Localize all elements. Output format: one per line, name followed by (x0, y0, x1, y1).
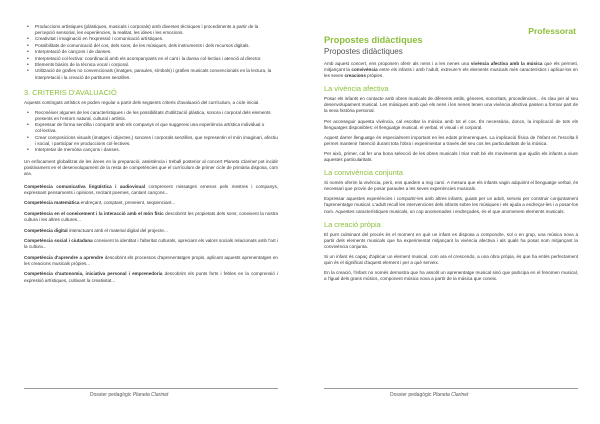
text-run: Planeta Clarinet (223, 159, 257, 165)
list-item: • Creativitat i imaginació en l'expressió i comunicació artístiques. (24, 36, 278, 42)
competency-item (24, 255, 278, 267)
footer-divider (24, 388, 278, 389)
list-item: • Produccions artístiques (plàstiques, musicals i corporals) amb diverses tècniques i procediments a partir de la percepció sensorial, les experiències, la realitat, les idees i les emocions. (24, 24, 278, 36)
right-page (300, 0, 600, 424)
list-item: • Utilització de grafies no convencionals (imatges, paraules, símbols) i grafies musicals convencionals en la lectura, la interpretació i la creació de partitures senzilles. (24, 68, 278, 80)
criteria-heading: 3. CRITERIS D'AVALUACIÓ (24, 87, 117, 97)
competency-text: descobrint els processos d'aprenentatges propis, aplicant aquests aprenentatges en les creacions musicals pròpies... (24, 254, 278, 266)
section-paragraph: Si només oferim la vivència, però, ens quedem a mig camí. A mesura que els infants vagin adquirint el llenguatge verbal, és necessari que provin de posar paraules a les seves experiències musicals. (324, 180, 578, 192)
list-item: • Interpretació de cançons i de danses. (24, 49, 278, 55)
contents-bullet-list (24, 24, 278, 81)
competency-item (24, 271, 278, 283)
section-paragraph: En la creació, l'infant no només demostra que ha assolit un aprenentatge musical sinó que participa en el fenomen musical, a l'igual dels grans músics, component música nova a partir de la música que coneix. (324, 270, 578, 282)
competency-name: Competència digital (24, 227, 68, 233)
intro-paragraph (324, 61, 578, 79)
enfocament-paragraph (24, 159, 278, 177)
section-paragraph: Si un infant és capaç d'aplicar un element musical, com ara el crescendo, a una obra pròpia, és que ha entès perfectament quin és el significat d'aquest element i per a què serveix. (324, 253, 578, 265)
competency-name: Competència d'autonomia, iniciativa personal i emprenedoria (24, 271, 163, 277)
list-item: • Interpretar de memòria cançons i danses. (24, 147, 278, 153)
footer-prefix: Dossier pedagògic (90, 392, 133, 398)
page-subtitle: Propostes didàctiques (324, 47, 403, 56)
competency-item (24, 228, 278, 234)
text-run: pròpies. (365, 73, 384, 79)
footer-left (90, 392, 168, 398)
section-paragraph: El punt culminant del procés és el moment en què un infant es disposa a compondre, sol o en grup, una música nova a partir dels elements musicals que ha experimentat mitjançant la vivència afectiva i als quals ha posat nom mitjançant la convivència conjunta. (324, 231, 578, 249)
competency-text: endreçant, comptant, preveient, seqüenciant... (79, 200, 176, 206)
text-run: vivència afectiva amb la música (470, 61, 543, 66)
footer-title: Planeta Clarinet (432, 392, 469, 398)
left-column (24, 24, 278, 288)
text-run: entre els infants i amb l'adult, extreure'n els elements musicals més característics i aplicar-los en les seves (324, 67, 578, 79)
list-item: • Possibilitats de comunicació del cos, dels sons, de les músiques, dels instruments i dels recursos digitals. (24, 43, 278, 49)
competencies-list (24, 184, 278, 284)
competency-name: Competència comunicativa lingüística i audiovisual (24, 183, 146, 189)
competency-item (24, 238, 278, 250)
text-run: creacions (344, 73, 366, 79)
text-run: que els permeti, mitjançant la (324, 61, 578, 73)
competency-text: coneixent la identitat i l'alteritat culturals, apreciant els valors socials relacionats amb l'art i la cultura... (24, 238, 278, 250)
competency-text: comprenent missatges emesos pels mestres i companys, expressant pensaments i opinions, recitant poemes, cantant cançons... (24, 183, 279, 195)
footer-prefix: Dossier pedagògic (390, 392, 433, 398)
section-paragraph: Per aconseguir aquesta vivència, cal escoltar la música amb tot el cos. És necessària, doncs, la implicació de tots els llenguatges disponibles: el llenguatge musical, el verbal, el visual i el corporal. (324, 118, 578, 130)
sections-container (324, 84, 578, 282)
page-title: Propostes didàctiques (324, 35, 423, 45)
list-item: • Crear composicions visuals (imatges i objectes,) sonores i corporals senzilles, que representin el món imaginari, afectiu i social, i participar en produccions col·lectives. (24, 135, 278, 147)
competency-name: Competència matemàtica (24, 200, 80, 206)
section-heading: La vivència afectiva (324, 84, 389, 94)
text-run: Un enfocament globalitzat de les àrees en la preparació, assistència i treball posterior al concert (24, 159, 224, 165)
competency-name: Competència d'aprendre a aprendre (24, 254, 104, 260)
competency-text: interactuant amb el material digital del projecte... (67, 227, 168, 233)
section-header: Professorat (528, 26, 576, 36)
competency-item (24, 211, 278, 223)
footer-title: Planeta Clarinet (132, 392, 169, 398)
section-paragraph: Posar els infants en contacte amb obres musicals de diferents estils, gèneres, sonoritats, procedències... és clau per al seu desenvolupament musical. Les músiques amb què els nens i les nenes tenen una vivència afectiva passen a formar part de la seva història personal. (324, 96, 578, 114)
list-item: • Reconèixer algunes de les característiques i de les possibilitats d'utilització plàstica, sonora i corporal dels elements presents en l'entorn natural, cultural i artístic. (24, 110, 278, 122)
section-heading: La creació pròpia (324, 219, 381, 229)
competency-name: Competència en el coneixement i la interacció amb el món físic (24, 210, 164, 216)
footer-divider (324, 388, 578, 389)
criteria-bullet-list (24, 110, 278, 154)
criteria-intro: Aquests continguts artístics es poden regular a partir dels següents criteris d'avaluació del currículum, a cicle inicial. (24, 99, 260, 105)
section-paragraph: Per això, primer, cal fer una bona selecció de les obres musicals i triar molt bé els moviments que ajudin els infants a viure aquestes particularitats. (324, 150, 578, 163)
section-paragraph: Expressar aquestes experiències i compartir-les amb altres infants, guiats per un adult, serveix per construir conjuntament l'aprenentatge musical. L'adult recull les intervencions dels infants sobre les músiques i els ajuda a endreçar-les i a posar-los nom. Aquestes característiques musicals, un cop anomenades i endreçades, és el que anomenem elements musicals. (324, 196, 578, 214)
right-column (324, 24, 578, 286)
list-item: • Expressar de forma senzilla i compartir amb els companys el que suggereix una experiència artística individual o col·lectiva. (24, 122, 278, 134)
competency-item (24, 184, 278, 196)
section-heading: La convivència conjunta (324, 168, 403, 178)
text-run: convivència (351, 67, 378, 73)
section-paragraph: Aquest darrer llenguatge és especialment important en les edats primerenques. La implicació física de l'infant en l'escolta li permet mantenir l'atenció durant tota l'obra i experimentar a través del seu cos les particularitats de la música. (324, 134, 578, 146)
list-item: • Elements bàsics de la tècnica vocal i corporal. (24, 62, 278, 68)
competency-name: Competència social i ciutadana (24, 238, 93, 244)
competency-text: descobrint les propietats dels sons; coneixent la nostra cultura i les altres cultures... (24, 210, 278, 222)
text-run: Amb aquest concert, ens proposem oferir als nens i a les nenes una (324, 61, 471, 66)
list-item: • Interpretació col·lectiva: coordinació amb els acompanyants en el cant i la dansa col·lectius i atenció al director. (24, 56, 278, 62)
text-run: pot incidir positivament en el desenvolupament de la resta de competències que el currículum de primer cicle de primària disposa, com ara. (24, 159, 279, 177)
footer-right (390, 392, 468, 398)
competency-item (24, 200, 278, 206)
competency-text: descobrint els punts forts i febles en la comprensió i expressió artístiques, cultivant la creativitat... (24, 271, 278, 283)
